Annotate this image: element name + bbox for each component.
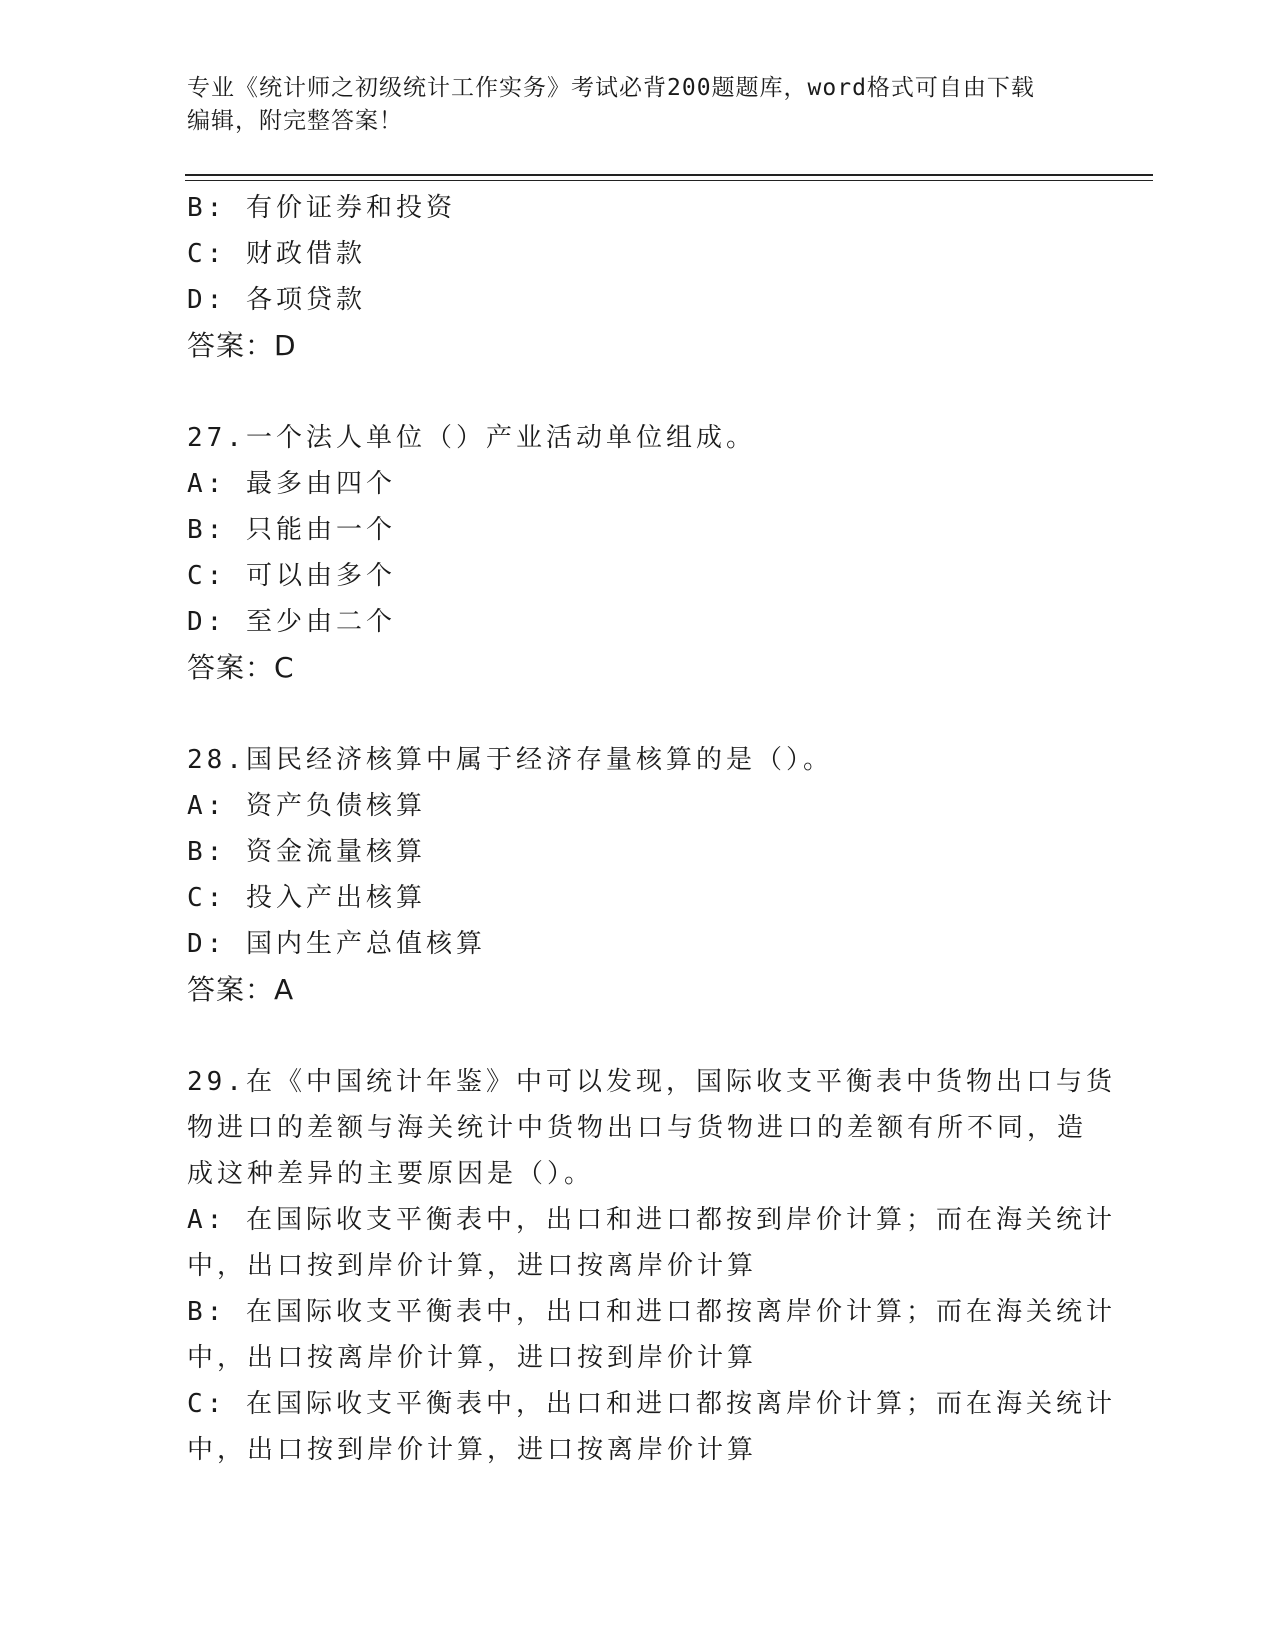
option-c: C: 财政借款 [187, 239, 366, 269]
question-28 [187, 737, 1087, 1013]
option-a: A: 最多由四个 [187, 469, 396, 499]
option-a-line1: A: 在国际收支平衡表中，出口和进口都按到岸价计算；而在海关统计 [187, 1205, 1116, 1235]
document-header [187, 72, 1067, 138]
option-b: B: 资金流量核算 [187, 837, 426, 867]
answer-label: 答案：D [187, 329, 297, 362]
option-c-line1: C: 在国际收支平衡表中，出口和进口都按离岸价计算；而在海关统计 [187, 1389, 1116, 1419]
spacer [187, 1013, 1087, 1059]
header-title-line1: 专业《统计师之初级统计工作实务》考试必背200题题库，word格式可自由下载 [187, 75, 1035, 101]
question-text-line2: 物进口的差额与海关统计中货物出口与货物进口的差额有所不同，造 [187, 1113, 1088, 1143]
question-text: 28.国民经济核算中属于经济存量核算的是（）。 [187, 745, 833, 775]
question-text-line1: 29.在《中国统计年鉴》中可以发现，国际收支平衡表中货物出口与货 [187, 1067, 1116, 1097]
option-b: B: 只能由一个 [187, 515, 396, 545]
option-b-line1: B: 在国际收支平衡表中，出口和进口都按离岸价计算；而在海关统计 [187, 1297, 1116, 1327]
question-26-tail [187, 185, 1087, 369]
question-list [187, 185, 1116, 1473]
answer-label: 答案：C [187, 651, 295, 684]
spacer [187, 691, 1087, 737]
header-divider-thin [185, 180, 1153, 181]
option-c: C: 投入产出核算 [187, 883, 426, 913]
option-d: D: 各项贷款 [187, 285, 366, 315]
option-d: D: 至少由二个 [187, 607, 396, 637]
option-d: D: 国内生产总值核算 [187, 929, 486, 959]
option-a: A: 资产负债核算 [187, 791, 426, 821]
header-divider-thick [185, 174, 1153, 176]
option-b-line2: 中，出口按离岸价计算，进口按到岸价计算 [187, 1343, 758, 1373]
question-27 [187, 415, 1087, 691]
spacer [187, 369, 1087, 415]
option-c: C: 可以由多个 [187, 561, 396, 591]
answer-label: 答案：A [187, 973, 295, 1006]
question-29 [187, 1059, 1116, 1473]
option-a-line2: 中，出口按到岸价计算，进口按离岸价计算 [187, 1251, 758, 1281]
question-text-line3: 成这种差异的主要原因是（）。 [187, 1159, 595, 1189]
option-c-line2: 中，出口按到岸价计算，进口按离岸价计算 [187, 1435, 758, 1465]
header-title-line2: 编辑，附完整答案！ [187, 108, 403, 134]
option-b: B: 有价证券和投资 [187, 193, 456, 223]
question-text: 27.一个法人单位（）产业活动单位组成。 [187, 423, 756, 453]
